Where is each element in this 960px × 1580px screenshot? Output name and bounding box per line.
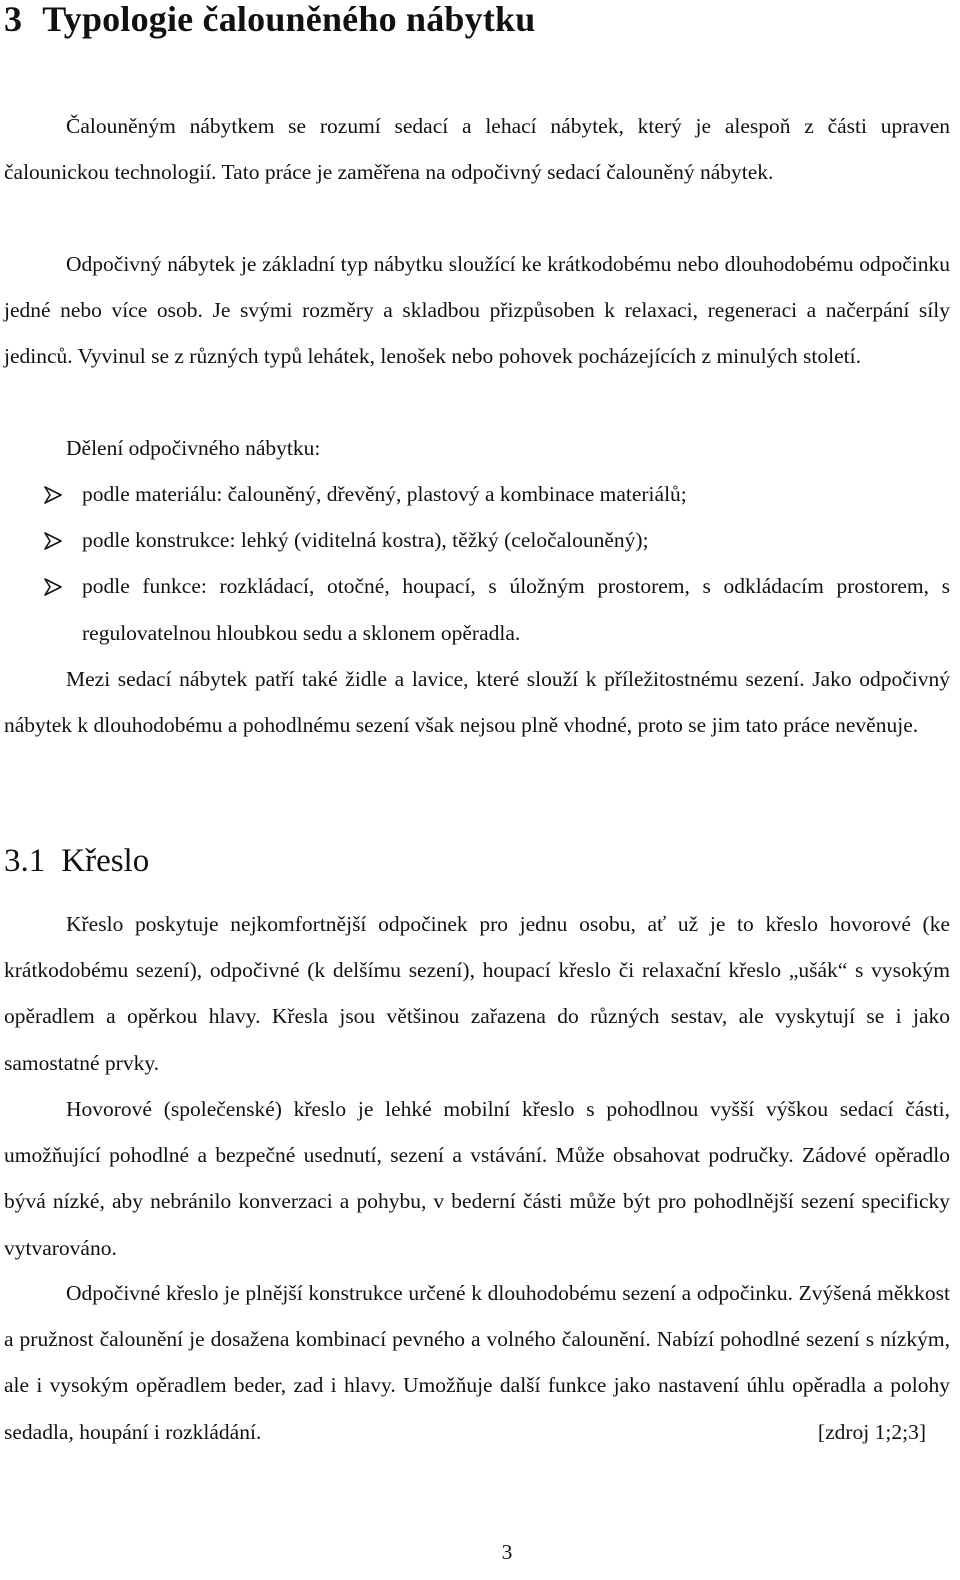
list-item-text: podle materiálu: čalouněný, dřevěný, plastový a kombinace materiálů; xyxy=(82,482,687,506)
section-title: Křeslo xyxy=(61,843,150,879)
source-reference: [zdroj 1;2;3] xyxy=(817,1419,926,1444)
chairs-paragraph: Mezi sedací nábytek patří také židle a lavice, které slouží k příležitostnému sezení. Jako odpočivný nábytek k dlouhodobému a pohodlnému sezení však nejsou plně vhodné, proto se jim tato práce nevěnuje. xyxy=(4,667,950,738)
conversation-chair-paragraph: Hovorové (společenské) křeslo je lehké mobilní křeslo s pohodlnou vyšší výškou sedací části, umožňující pohodlné a bezpečné usednutí, sezení a vstávání. Může obsahovat područky. Zádové opěradlo bývá nízké, aby nebránilo konverzaci a pohybu, v bederní části může být pro pohodlnější sezení specificky vytvarováno. xyxy=(4,1097,950,1260)
section-number: 3.1 xyxy=(4,843,46,879)
armchair-paragraph: Křeslo poskytuje nejkomfortnější odpočinek pro jednu osobu, ať už je to křeslo hovorové (ke krátkodobému sezení), odpočivné (k delšímu sezení), houpací křeslo či relaxační křeslo „ušák“ s vysokým opěradlem a opěrkou hlavy. Křesla jsou většinou zařazena do různých sestav, ale vyskytují se i jako samostatné prvky. xyxy=(4,912,950,1075)
list-item xyxy=(0,563,950,655)
arrow-bullet-icon xyxy=(44,486,62,504)
intro-paragraph: Čalouněným nábytkem se rozumí sedací a lehací nábytek, který je alespoň z části upraven čalounickou technologií. Tato práce je zaměřena na odpočivný sedací čalouněný nábytek. xyxy=(4,114,950,185)
lounge-chair-paragraph xyxy=(4,1270,950,1455)
definition-paragraph: Odpočivný nábytek je základní typ nábytku sloužící ke krátkodobému nebo dlouhodobému odpočinku jedné nebo více osob. Je svými rozměry a skladbou přizpůsoben k relaxaci, regeneraci a načerpání síly jedinců. Vyvinul se z různých typů lehátek, lenošek nebo pohovek pocházejících z minulých století. xyxy=(4,252,950,369)
list-item-text: podle funkce: rozkládací, otočné, houpací, s úložným prostorem, s odkládacím prostorem, s regulovatelnou hloubkou sedu a sklonem opěradla. xyxy=(82,574,950,645)
list-intro: Dělení odpočivného nábytku: xyxy=(66,436,321,460)
lounge-chair-text: Odpočivné křeslo je plnější konstrukce určené k dlouhodobému sezení a odpočinku. Zvýšená měkkost a pružnost čalounění je dosažena kombinací pevného a volného čalounění. Nabízí pohodlné sezení s nízkým, ale i vysokým opěradlem beder, zad i hlavy. Umožňuje další funkce jako nastavení úhlu opěradla a polohy sedadla, houpání i rozkládání. xyxy=(4,1281,950,1444)
classification-list xyxy=(0,471,950,656)
page-number: 3 xyxy=(501,1540,513,1564)
list-item-text: podle konstrukce: lehký (viditelná kostra), těžký (celočalouněný); xyxy=(82,528,649,553)
arrow-bullet-icon xyxy=(44,578,62,596)
arrow-bullet-icon xyxy=(44,532,62,550)
list-item xyxy=(0,471,950,517)
chapter-heading xyxy=(4,0,535,40)
list-item xyxy=(0,517,950,563)
chapter-title: Typologie čalouněného nábytku xyxy=(42,0,536,39)
section-heading xyxy=(4,843,149,880)
chapter-number: 3 xyxy=(4,0,23,39)
